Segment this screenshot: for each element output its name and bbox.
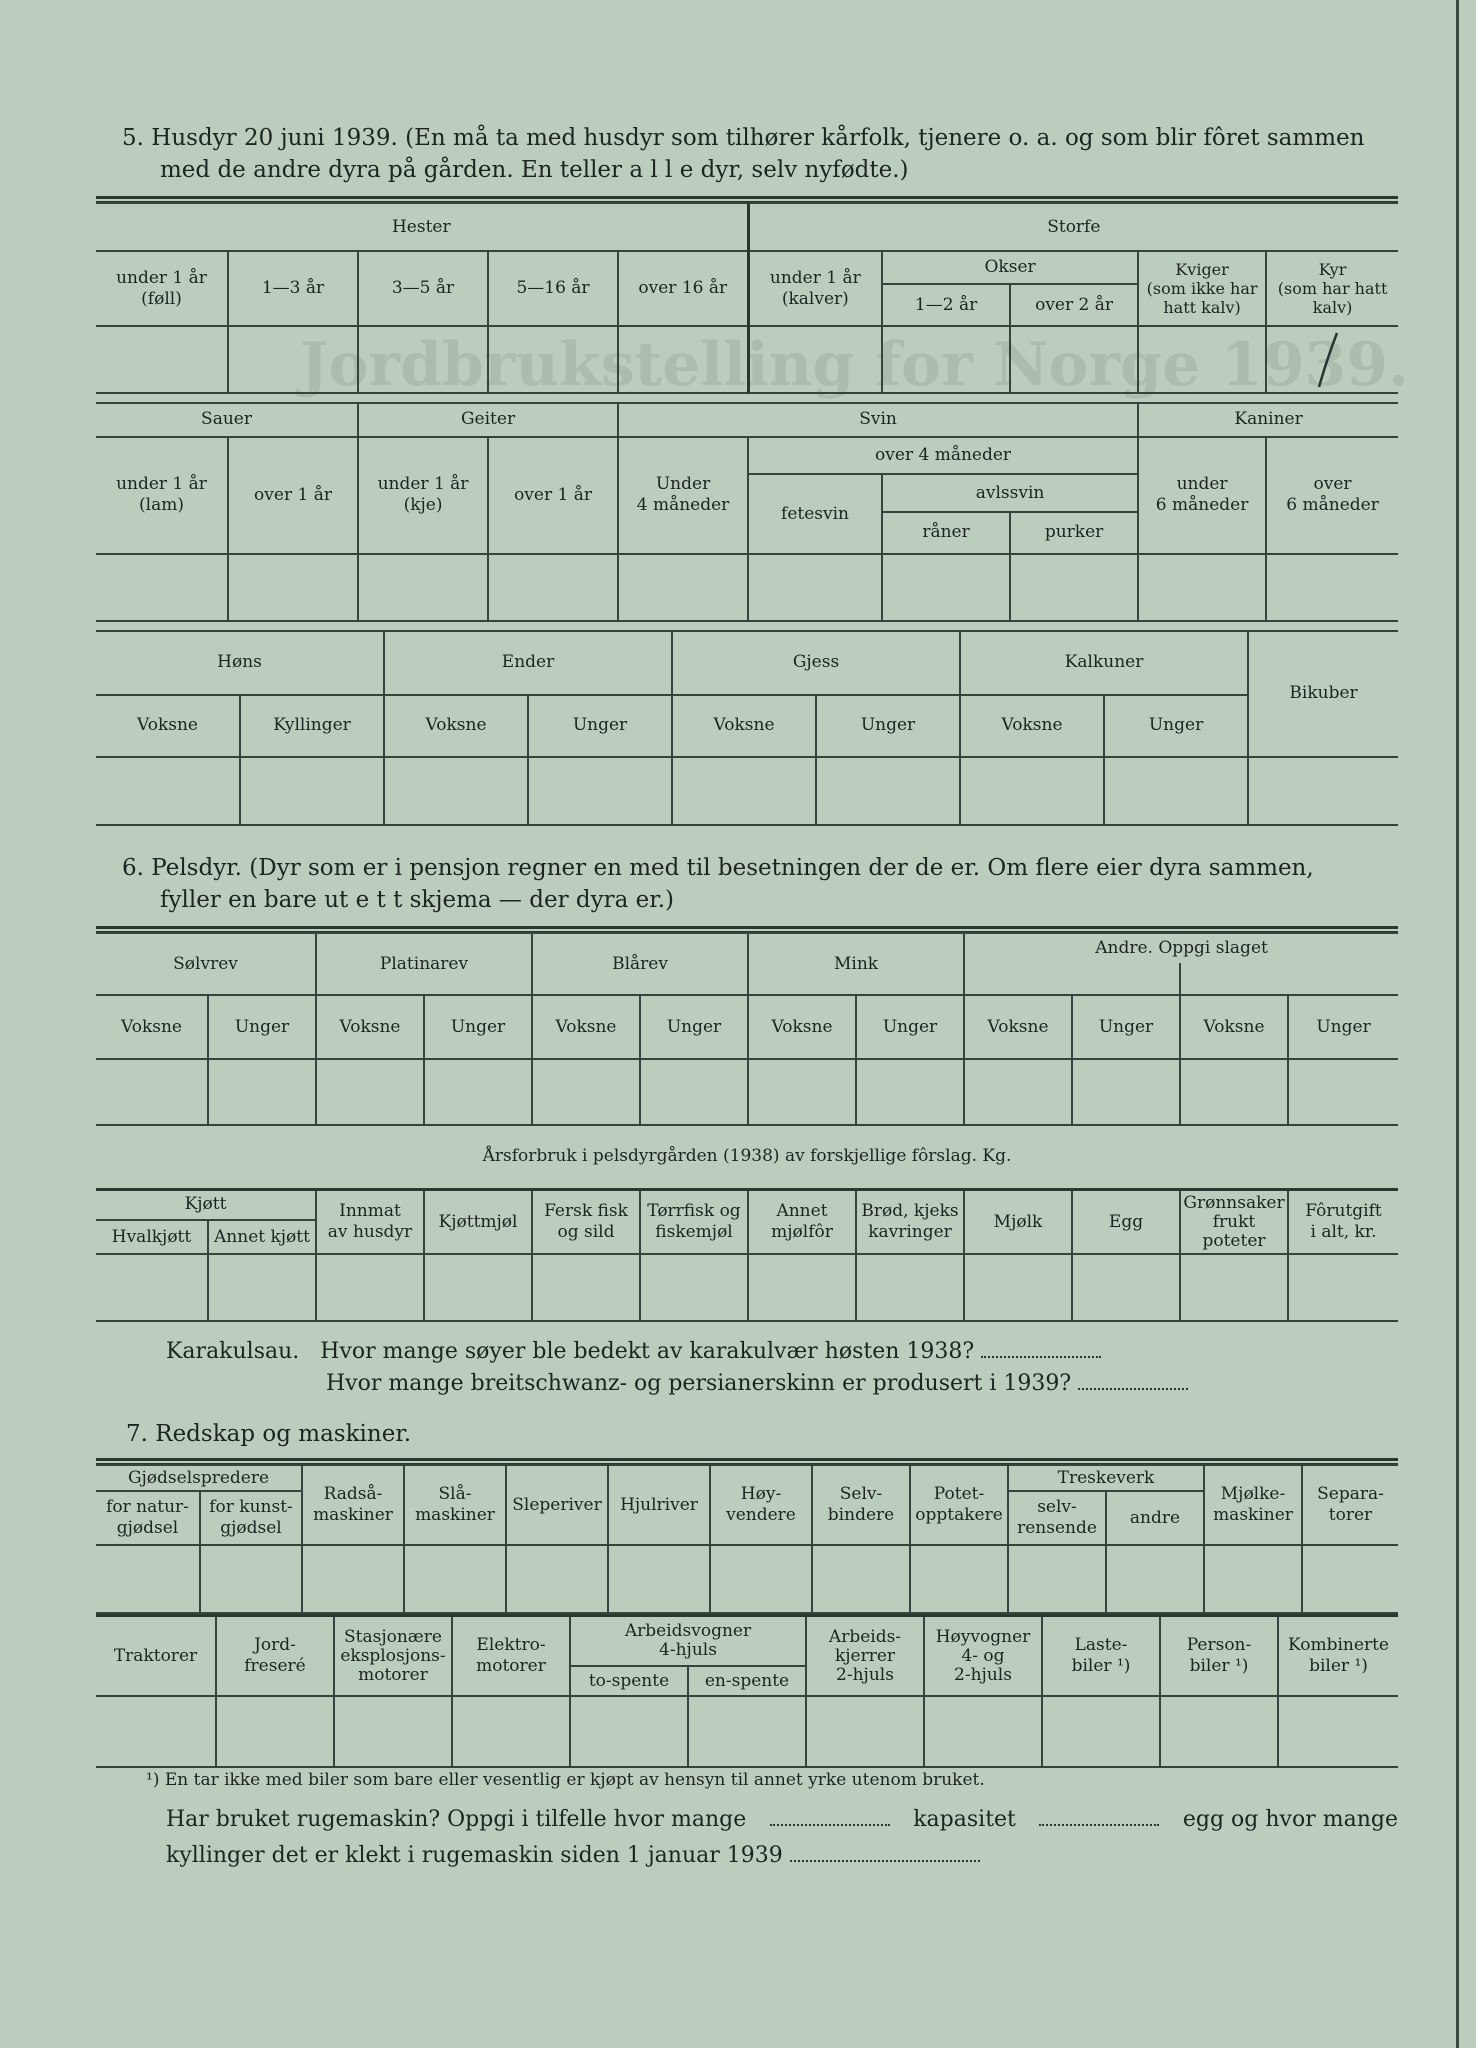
header-geit-over1: over 1 år xyxy=(488,437,618,554)
header-andre: Andre. Oppgi slaget xyxy=(964,933,1398,963)
header-andre1-voksne: Voksne xyxy=(964,995,1072,1059)
cell-kje[interactable] xyxy=(358,554,488,621)
header-mink-voksne: Voksne xyxy=(748,995,856,1059)
header-ender-voksne: Voksne xyxy=(384,695,528,757)
header-okser: Okser xyxy=(882,251,1138,284)
cell-kviger[interactable] xyxy=(1138,326,1266,393)
header-over4: over 4 måneder xyxy=(748,437,1138,475)
cell-lam[interactable] xyxy=(96,554,228,621)
header-blarev: Blårev xyxy=(532,933,748,995)
header-kalkuner-unger: Unger xyxy=(1104,695,1248,757)
header-svin: Svin xyxy=(618,403,1138,437)
header-platinarev-voksne: Voksne xyxy=(316,995,424,1059)
page-border-right xyxy=(1456,0,1459,2048)
header-kjottmjol: Kjøttmjøl xyxy=(424,1190,532,1255)
cell-geit-over1[interactable] xyxy=(488,554,618,621)
cell-jordfreser[interactable] xyxy=(216,1696,334,1767)
header-kombinerte: Kombinerte biler ¹) xyxy=(1278,1616,1398,1697)
cell-to-spente[interactable] xyxy=(570,1696,688,1767)
header-annet-mjolfor: Annet mjølfôr xyxy=(748,1190,856,1255)
header-mink: Mink xyxy=(748,933,964,995)
cell-forutgift[interactable] xyxy=(1288,1254,1398,1321)
header-solvrev-voksne: Voksne xyxy=(96,995,208,1059)
header-solvrev-unger: Unger xyxy=(208,995,316,1059)
header-kanin-under6: under 6 måneder xyxy=(1138,437,1266,554)
cell-okser-over2[interactable] xyxy=(1010,326,1138,393)
header-platinarev-unger: Unger xyxy=(424,995,532,1059)
karakul-label: Karakulsau. xyxy=(166,1339,300,1364)
header-mjolkemaskiner: Mjølke- maskiner xyxy=(1204,1465,1302,1545)
header-to-spente: to-spente xyxy=(570,1666,688,1696)
header-platinarev: Platinarev xyxy=(316,933,532,995)
header-ender-unger: Unger xyxy=(528,695,672,757)
cell-kombinerte[interactable] xyxy=(1278,1696,1398,1767)
cell-torrfisk[interactable] xyxy=(640,1254,748,1321)
header-treskeverk: Treskeverk xyxy=(1008,1465,1204,1491)
header-hons-voksne: Voksne xyxy=(96,695,240,757)
footnote: ¹) En tar ikke med biler som bare eller vesentlig er kjøpt av hensyn til annet yrke utenom bruket. xyxy=(146,1770,985,1790)
header-potetopptakere: Potet- opptakere xyxy=(910,1465,1008,1545)
cell-personbiler[interactable] xyxy=(1160,1696,1278,1767)
header-kviger: Kviger (som ikke har hatt kalv) xyxy=(1138,251,1266,326)
cell-kalkuner-unger[interactable] xyxy=(1104,757,1248,825)
header-elektromotorer: Elektro- motorer xyxy=(452,1616,570,1697)
header-kyllinger: Kyllinger xyxy=(240,695,384,757)
header-brod: Brød, kjeks kavringer xyxy=(856,1190,964,1255)
forbruk-title: Årsforbruk i pelsdyrgården (1938) av forskjellige fôrslag. Kg. xyxy=(482,1146,1012,1166)
header-avlssvin: avlssvin xyxy=(882,474,1138,512)
cell-h-3-5[interactable] xyxy=(358,326,488,393)
cell-separatorer[interactable] xyxy=(1302,1545,1398,1613)
cell-mjolk[interactable] xyxy=(964,1254,1072,1321)
pelsdyr-table xyxy=(96,932,1398,1126)
header-mink-unger: Unger xyxy=(856,995,964,1059)
forbruk-table xyxy=(96,1188,1398,1322)
cell-fersk-fisk[interactable] xyxy=(532,1254,640,1321)
cell-svin-under4[interactable] xyxy=(618,554,748,621)
header-stasjonaere: Stasjonære eksplosjons- motorer xyxy=(334,1616,452,1697)
cell-hoyvendere[interactable] xyxy=(710,1545,812,1613)
cell-kyr[interactable] xyxy=(1266,326,1398,393)
header-andre2-voksne: Voksne xyxy=(1180,995,1288,1059)
cell-mink-voksne[interactable] xyxy=(748,1059,856,1125)
cell-traktorer[interactable] xyxy=(96,1696,216,1767)
section7-title: 7. Redskap og maskiner. xyxy=(126,1421,412,1447)
cell-andre2-unger[interactable] xyxy=(1288,1059,1398,1125)
rugemaskin-kyllinger-question: kyllinger det er klekt i rugemaskin siden 1 januar 1939 xyxy=(166,1843,783,1868)
cell-gjess-voksne[interactable] xyxy=(672,757,816,825)
karakul-question2: Hvor mange breitschwanz- og persianerskinn er produsert i 1939? xyxy=(326,1371,1072,1396)
cell-lastebiler[interactable] xyxy=(1042,1696,1160,1767)
header-blarev-unger: Unger xyxy=(640,995,748,1059)
cell-en-spente[interactable] xyxy=(688,1696,806,1767)
cell-stasjonaere[interactable] xyxy=(334,1696,452,1767)
header-gjess-voksne: Voksne xyxy=(672,695,816,757)
section6-line2: fyller en bare ut e t t skjema — der dyra er.) xyxy=(160,887,674,913)
header-geiter: Geiter xyxy=(358,403,618,437)
header-sauer: Sauer xyxy=(96,403,358,437)
header-en-spente: en-spente xyxy=(688,1666,806,1696)
karakul-answer2-field[interactable] xyxy=(1078,1370,1188,1390)
cell-sau-over1[interactable] xyxy=(228,554,358,621)
cell-hjulriver[interactable] xyxy=(608,1545,710,1613)
header-hoyvendere: Høy- vendere xyxy=(710,1465,812,1545)
header-hoyvogner: Høyvogner 4- og 2-hjuls xyxy=(924,1616,1042,1697)
header-egg: Egg xyxy=(1072,1190,1180,1255)
rugemaskin-kyllinger-field[interactable] xyxy=(790,1842,980,1862)
cell-solvrev-voksne[interactable] xyxy=(96,1059,208,1125)
cell-gjess-unger[interactable] xyxy=(816,757,960,825)
cell-fetesvin[interactable] xyxy=(748,554,882,621)
header-bikuber: Bikuber xyxy=(1248,631,1398,757)
cell-egg[interactable] xyxy=(1072,1254,1180,1321)
header-forutgift: Fôrutgift i alt, kr. xyxy=(1288,1190,1398,1255)
header-traktorer: Traktorer xyxy=(96,1616,216,1697)
header-kyr: Kyr (som har hatt kalv) xyxy=(1266,251,1398,326)
husdyr-table-hester-storfe xyxy=(96,202,1398,394)
header-okser-1-2: 1—2 år xyxy=(882,284,1010,326)
header-hvalkjott: Hvalkjøtt xyxy=(96,1220,208,1254)
section5-line2: med de andre dyra på gården. En teller a l l e dyr, selv nyfødte.) xyxy=(160,157,909,183)
header-kunstgjodsel: for kunst- gjødsel xyxy=(200,1491,302,1545)
header-andre1-unger: Unger xyxy=(1072,995,1180,1059)
header-torrfisk: Tørrfisk og fiskemjøl xyxy=(640,1190,748,1255)
header-lastebiler: Laste- biler ¹) xyxy=(1042,1616,1160,1697)
cell-blarev-voksne[interactable] xyxy=(532,1059,640,1125)
cell-naturgjodsel[interactable] xyxy=(96,1545,200,1613)
cell-annet-kjott[interactable] xyxy=(208,1254,316,1321)
header-ender: Ender xyxy=(384,631,672,695)
cell-annet-mjolfor[interactable] xyxy=(748,1254,856,1321)
header-radsa: Radså- maskiner xyxy=(302,1465,404,1545)
header-gjess: Gjess xyxy=(672,631,960,695)
cell-kalver[interactable] xyxy=(748,326,882,393)
header-selvbindere: Selv- bindere xyxy=(812,1465,910,1545)
header-raner: råner xyxy=(882,512,1010,554)
header-okser-over2: over 2 år xyxy=(1010,284,1138,326)
cell-gronnsaker[interactable] xyxy=(1180,1254,1288,1321)
header-andre2-unger: Unger xyxy=(1288,995,1398,1059)
cell-treske-andre[interactable] xyxy=(1106,1545,1204,1613)
cell-ender-voksne[interactable] xyxy=(384,757,528,825)
header-h-5-16: 5—16 år xyxy=(488,251,618,326)
cell-kjottmjol[interactable] xyxy=(424,1254,532,1321)
section5-number: 5. xyxy=(122,125,144,151)
header-hester: Hester xyxy=(96,203,748,251)
cell-radsa[interactable] xyxy=(302,1545,404,1613)
header-naturgjodsel: for natur- gjødsel xyxy=(96,1491,200,1545)
cell-kanin-under6[interactable] xyxy=(1138,554,1266,621)
cell-andre1-unger[interactable] xyxy=(1072,1059,1180,1125)
header-sleperiver: Sleperiver xyxy=(506,1465,608,1545)
karakul-block xyxy=(166,1338,1188,1396)
header-annet-kjott: Annet kjøtt xyxy=(208,1220,316,1254)
cell-blarev-unger[interactable] xyxy=(640,1059,748,1125)
header-lam: under 1 år (lam) xyxy=(96,437,228,554)
header-purker: purker xyxy=(1010,512,1138,554)
header-sau-over1: over 1 år xyxy=(228,437,358,554)
header-sla: Slå- maskiner xyxy=(404,1465,506,1545)
rugemaskin-count-field[interactable] xyxy=(770,1806,890,1826)
cell-h-1-3[interactable] xyxy=(228,326,358,393)
header-svin-under4: Under 4 måneder xyxy=(618,437,748,554)
cell-kunstgjodsel[interactable] xyxy=(200,1545,302,1613)
header-kaniner: Kaniner xyxy=(1138,403,1398,437)
header-hjulriver: Hjulriver xyxy=(608,1465,710,1545)
cell-selvbindere[interactable] xyxy=(812,1545,910,1613)
cell-andre1-voksne[interactable] xyxy=(964,1059,1072,1125)
cell-hvalkjott[interactable] xyxy=(96,1254,208,1321)
header-fetesvin: fetesvin xyxy=(748,474,882,554)
header-h-over16: over 16 år xyxy=(618,251,748,326)
cell-mjolkemaskiner[interactable] xyxy=(1204,1545,1302,1613)
handwritten-stroke xyxy=(1297,329,1357,389)
header-arbeidskjerrer: Arbeids- kjerrer 2-hjuls xyxy=(806,1616,924,1697)
cell-selvrensende[interactable] xyxy=(1008,1545,1106,1613)
cell-brod[interactable] xyxy=(856,1254,964,1321)
cell-platinarev-unger[interactable] xyxy=(424,1059,532,1125)
karakul-answer1-field[interactable] xyxy=(981,1338,1101,1358)
cell-potetopptakere[interactable] xyxy=(910,1545,1008,1613)
header-kjott: Kjøtt xyxy=(96,1190,316,1220)
cell-hons-voksne[interactable] xyxy=(96,757,240,825)
cell-ender-unger[interactable] xyxy=(528,757,672,825)
header-gronnsaker: Grønnsaker frukt poteter xyxy=(1180,1190,1288,1255)
rugemaskin-egg-label: egg og hvor mange xyxy=(1182,1807,1398,1832)
cell-mink-unger[interactable] xyxy=(856,1059,964,1125)
cell-okser-1-2[interactable] xyxy=(882,326,1010,393)
rugemaskin-block xyxy=(166,1806,1398,1868)
cell-andre2-voksne[interactable] xyxy=(1180,1059,1288,1125)
header-arbeidsvogner: Arbeidsvogner 4-hjuls xyxy=(570,1616,806,1667)
husdyr-table-fjorfe xyxy=(96,630,1398,826)
cell-h-over16[interactable] xyxy=(618,326,748,393)
header-kalkuner: Kalkuner xyxy=(960,631,1248,695)
rugemaskin-kapasitet-field[interactable] xyxy=(1039,1806,1159,1826)
stamp-watermark: Jordbrukstelling for Norge 1939. xyxy=(300,330,1409,400)
section6-text xyxy=(122,852,1392,916)
karakul-question1: Hvor mange søyer ble bedekt av karakulvær høsten 1938? xyxy=(320,1339,975,1364)
header-kalver: under 1 år (kalver) xyxy=(748,251,882,326)
husdyr-table-sauer-svin xyxy=(96,402,1398,622)
header-personbiler: Person- biler ¹) xyxy=(1160,1616,1278,1697)
header-blarev-voksne: Voksne xyxy=(532,995,640,1059)
redskap-table-1 xyxy=(96,1464,1398,1614)
cell-kalkuner-voksne[interactable] xyxy=(960,757,1104,825)
rugemaskin-question: Har bruket rugemaskin? Oppgi i tilfelle hvor mange xyxy=(166,1807,747,1832)
header-gjodselspredere: Gjødselspredere xyxy=(96,1465,302,1491)
cell-purker[interactable] xyxy=(1010,554,1138,621)
section6-number: 6. xyxy=(122,855,144,881)
header-gjess-unger: Unger xyxy=(816,695,960,757)
header-h-3-5: 3—5 år xyxy=(358,251,488,326)
header-jordfreser: Jord- freseré xyxy=(216,1616,334,1697)
cell-kanin-over6[interactable] xyxy=(1266,554,1398,621)
section5-text xyxy=(122,122,1392,186)
section6-line1: Pelsdyr. (Dyr som er i pensjon regner en med til besetningen der de er. Om flere eier dyra sammen, xyxy=(151,855,1314,881)
cell-platinarev-voksne[interactable] xyxy=(316,1059,424,1125)
header-hons: Høns xyxy=(96,631,384,695)
cell-solvrev-unger[interactable] xyxy=(208,1059,316,1125)
section5-line1: Husdyr 20 juni 1939. (En må ta med husdyr som tilhører kårfolk, tjenere o. a. og som blir fôret sammen xyxy=(151,125,1365,151)
cell-bikuber[interactable] xyxy=(1248,757,1398,825)
header-treske-andre: andre xyxy=(1106,1491,1204,1545)
header-innmat: Innmat av husdyr xyxy=(316,1190,424,1255)
cell-sla[interactable] xyxy=(404,1545,506,1613)
header-h-1-3: 1—3 år xyxy=(228,251,358,326)
header-mjolk: Mjølk xyxy=(964,1190,1072,1255)
header-kje: under 1 år (kje) xyxy=(358,437,488,554)
cell-hoyvogner[interactable] xyxy=(924,1696,1042,1767)
header-selvrensende: selv- rensende xyxy=(1008,1491,1106,1545)
header-foll: under 1 år (føll) xyxy=(96,251,228,326)
header-kanin-over6: over 6 måneder xyxy=(1266,437,1398,554)
header-kalkuner-voksne: Voksne xyxy=(960,695,1104,757)
rugemaskin-kapasitet-label: kapasitet xyxy=(913,1807,1016,1832)
cell-raner[interactable] xyxy=(882,554,1010,621)
header-storfe: Storfe xyxy=(748,203,1398,251)
header-fersk-fisk: Fersk fisk og sild xyxy=(532,1190,640,1255)
cell-foll[interactable] xyxy=(96,326,228,393)
redskap-table-2 xyxy=(96,1614,1398,1768)
cell-elektromotorer[interactable] xyxy=(452,1696,570,1767)
cell-h-5-16[interactable] xyxy=(488,326,618,393)
cell-innmat[interactable] xyxy=(316,1254,424,1321)
cell-sleperiver[interactable] xyxy=(506,1545,608,1613)
header-solvrev: Sølvrev xyxy=(96,933,316,995)
cell-arbeidskjerrer[interactable] xyxy=(806,1696,924,1767)
cell-kyllinger[interactable] xyxy=(240,757,384,825)
header-separatorer: Separa- torer xyxy=(1302,1465,1398,1545)
